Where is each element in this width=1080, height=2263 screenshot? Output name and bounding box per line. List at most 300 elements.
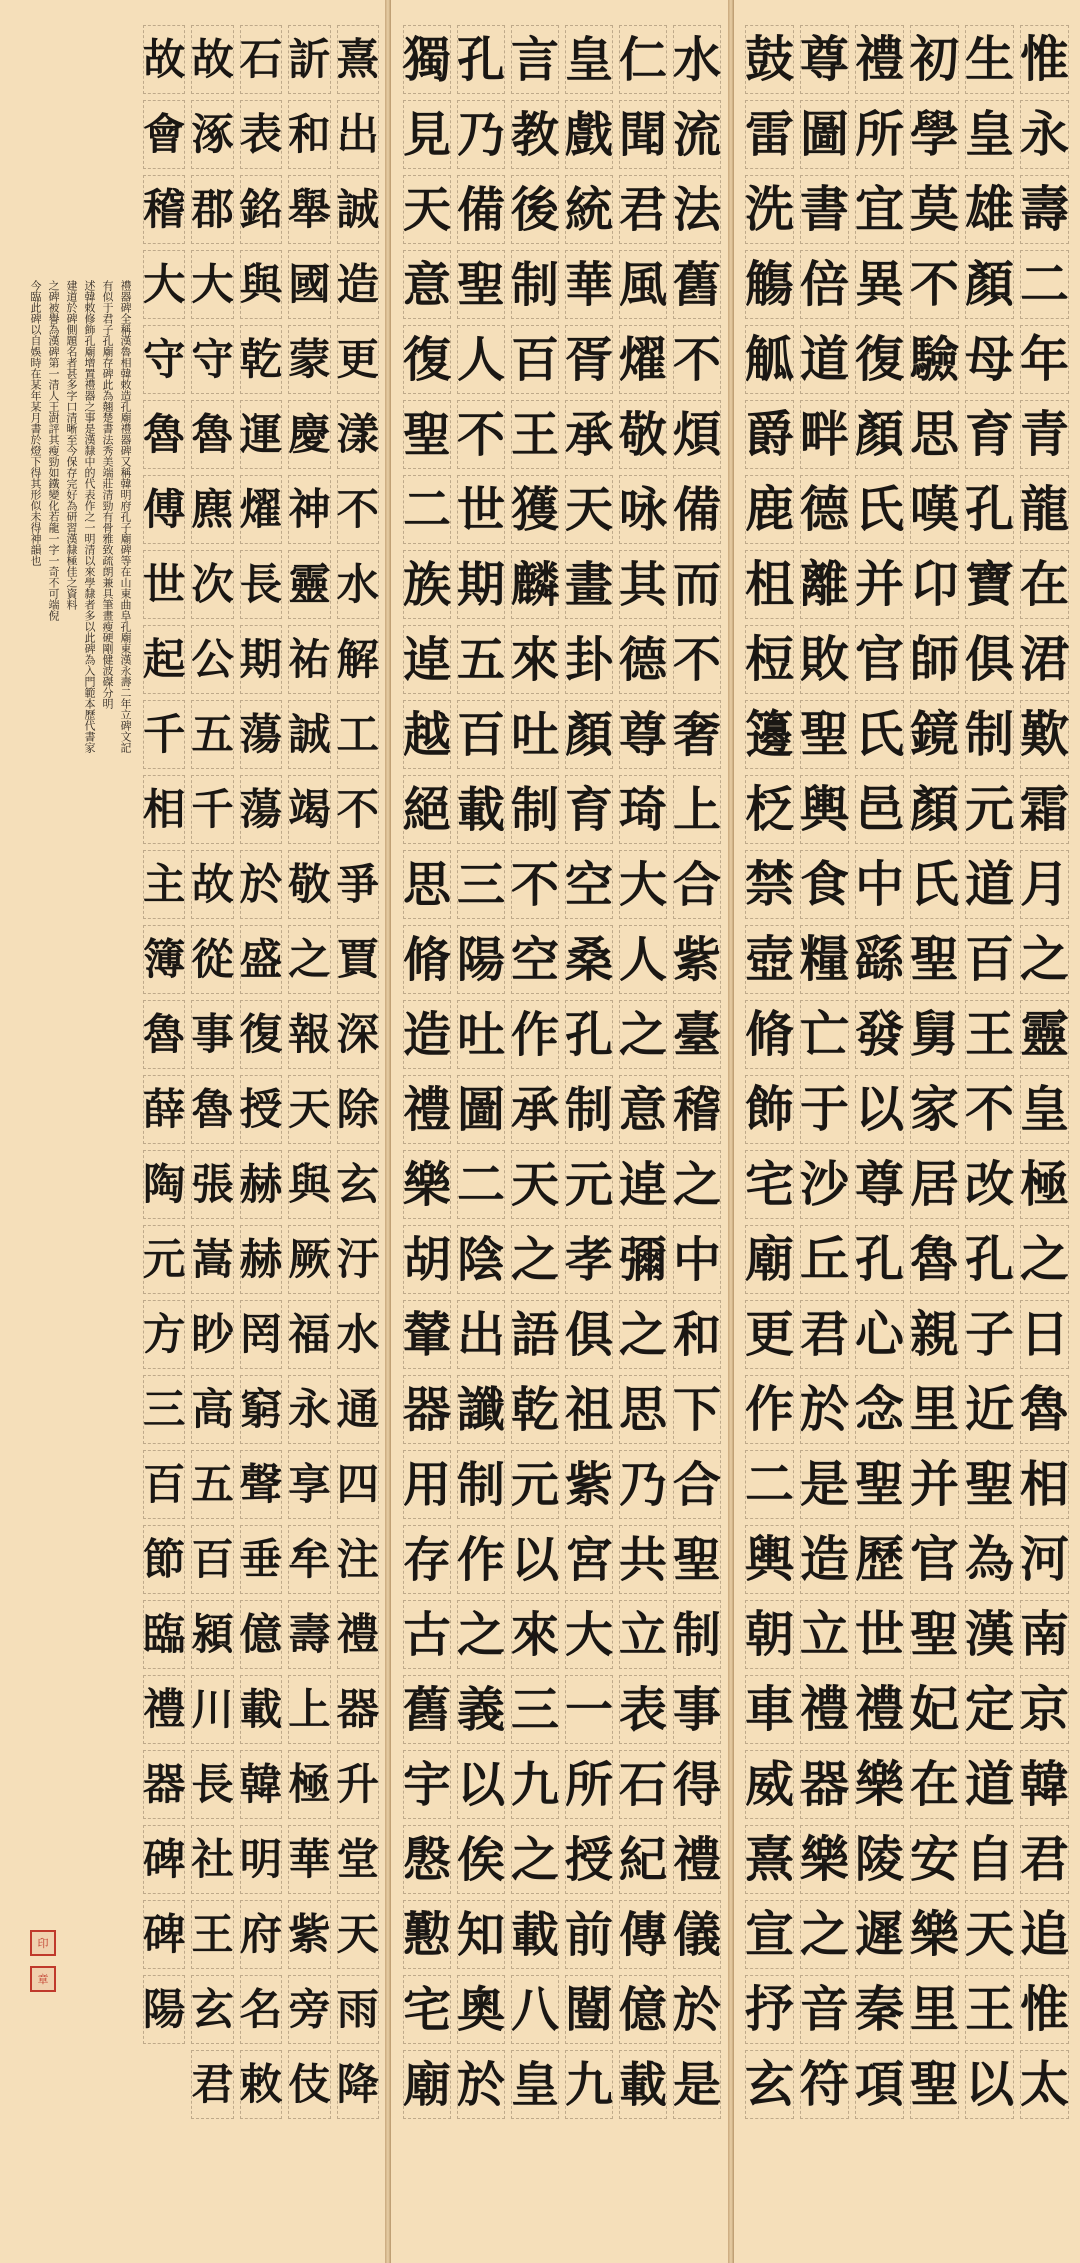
character-cell: 生 <box>962 22 1017 97</box>
character-cell: 離 <box>797 547 852 622</box>
character-cell: 授 <box>237 1072 285 1147</box>
character-cell: 來 <box>508 1597 562 1672</box>
character-cell: 改 <box>962 1147 1017 1222</box>
character-cell: 丘 <box>797 1222 852 1297</box>
character-cell: 造 <box>797 1522 852 1597</box>
character-cell: 母 <box>962 322 1017 397</box>
character-cell: 圖 <box>454 1072 508 1147</box>
character-cell: 陶 <box>140 1147 188 1222</box>
character-cell: 敗 <box>797 622 852 697</box>
character-cell: 工 <box>334 697 382 772</box>
colophon-line: 有似于君子孔廟存碑此為翹楚書法秀美端莊清勁有骨雅致疏朗兼具筆畫瘦硬剛健波磔分明 <box>101 280 114 709</box>
character-cell: 享 <box>285 1447 333 1522</box>
character-cell: 義 <box>454 1672 508 1747</box>
character-cell: 億 <box>237 1597 285 1672</box>
character-cell: 大 <box>188 247 236 322</box>
character-cell: 雷 <box>742 97 797 172</box>
character-cell: 臨 <box>140 1597 188 1672</box>
character-cell: 聖 <box>907 922 962 997</box>
character-cell: 高 <box>188 1372 236 1447</box>
character-cell: 車 <box>742 1672 797 1747</box>
character-cell: 胥 <box>562 322 616 397</box>
character-cell: 奧 <box>454 1972 508 2047</box>
character-cell: 天 <box>962 1897 1017 1972</box>
character-cell: 五 <box>188 1447 236 1522</box>
character-cell: 仁 <box>616 22 670 97</box>
character-cell: 制 <box>962 697 1017 772</box>
character-cell: 元 <box>562 1147 616 1222</box>
character-cell: 莫 <box>907 172 962 247</box>
character-cell: 合 <box>670 1447 724 1522</box>
character-cell: 顏 <box>852 397 907 472</box>
character-cell: 爵 <box>742 397 797 472</box>
character-cell: 郡 <box>188 172 236 247</box>
character-cell: 為 <box>962 1522 1017 1597</box>
character-cell: 合 <box>670 847 724 922</box>
character-cell: 故 <box>188 847 236 922</box>
character-cell: 南 <box>1017 1597 1072 1672</box>
colophon-line: 述韓敕修飾孔廟增置禮器之事是漢隸中的代表作之一明清以來學隸者多以此碑為入門範本歷代書家 <box>83 280 96 753</box>
character-cell: 王 <box>962 997 1017 1072</box>
character-cell: 意 <box>616 1072 670 1147</box>
character-cell: 年 <box>1017 322 1072 397</box>
character-cell: 復 <box>852 322 907 397</box>
character-cell: 三 <box>140 1372 188 1447</box>
character-cell: 思 <box>907 397 962 472</box>
character-cell: 舅 <box>907 997 962 1072</box>
character-cell: 億 <box>616 1972 670 2047</box>
character-cell: 作 <box>742 1372 797 1447</box>
character-cell: 器 <box>334 1672 382 1747</box>
character-cell: 自 <box>962 1822 1017 1897</box>
character-cell: 漢 <box>962 1597 1017 1672</box>
character-cell: 逴 <box>616 1147 670 1222</box>
character-cell: 之 <box>616 1297 670 1372</box>
character-cell: 空 <box>508 922 562 997</box>
character-cell: 王 <box>188 1897 236 1972</box>
character-cell: 家 <box>907 1072 962 1147</box>
character-cell: 於 <box>797 1372 852 1447</box>
character-cell: 宮 <box>562 1522 616 1597</box>
character-cell: 期 <box>237 622 285 697</box>
character-cell: 符 <box>797 2047 852 2122</box>
character-cell: 洗 <box>742 172 797 247</box>
character-cell: 壽 <box>285 1597 333 1672</box>
character-cell: 柤 <box>742 547 797 622</box>
character-cell: 書 <box>797 172 852 247</box>
character-cell: 獨 <box>400 22 454 97</box>
character-cell: 君 <box>797 1297 852 1372</box>
character-cell: 孔 <box>962 1222 1017 1297</box>
character-cell: 宜 <box>852 172 907 247</box>
character-cell: 壺 <box>742 922 797 997</box>
character-cell: 天 <box>400 172 454 247</box>
character-cell: 禮 <box>852 1672 907 1747</box>
character-cell: 念 <box>852 1372 907 1447</box>
character-cell: 官 <box>907 1522 962 1597</box>
character-cell: 不 <box>334 772 382 847</box>
character-cell: 麃 <box>188 472 236 547</box>
character-cell: 守 <box>188 322 236 397</box>
character-cell: 於 <box>670 1972 724 2047</box>
character-cell: 聖 <box>907 2047 962 2122</box>
character-cell: 下 <box>670 1372 724 1447</box>
character-cell: 造 <box>400 997 454 1072</box>
character-cell: 氏 <box>852 697 907 772</box>
character-cell: 出 <box>334 97 382 172</box>
character-cell: 稽 <box>140 172 188 247</box>
character-cell: 皇 <box>1017 1072 1072 1147</box>
character-cell: 天 <box>562 472 616 547</box>
character-cell: 梪 <box>742 622 797 697</box>
character-cell: 俱 <box>562 1297 616 1372</box>
character-cell: 威 <box>742 1747 797 1822</box>
character-cell: 所 <box>562 1747 616 1822</box>
character-cell: 宇 <box>400 1747 454 1822</box>
character-cell: 極 <box>1017 1147 1072 1222</box>
character-cell: 府 <box>237 1897 285 1972</box>
character-cell: 制 <box>508 247 562 322</box>
character-cell: 廟 <box>742 1222 797 1297</box>
character-cell: 出 <box>454 1297 508 1372</box>
character-cell: 於 <box>454 2047 508 2122</box>
character-cell: 舊 <box>670 247 724 322</box>
character-cell: 聖 <box>797 697 852 772</box>
character-cell: 從 <box>188 922 236 997</box>
character-cell: 顏 <box>907 772 962 847</box>
character-cell: 報 <box>285 997 333 1072</box>
character-cell: 語 <box>508 1297 562 1372</box>
character-cell: 聖 <box>400 397 454 472</box>
character-cell: 世 <box>454 472 508 547</box>
character-cell: 稽 <box>670 1072 724 1147</box>
character-cell: 深 <box>334 997 382 1072</box>
character-cell: 張 <box>188 1147 236 1222</box>
character-cell: 聲 <box>237 1447 285 1522</box>
character-cell: 天 <box>285 1072 333 1147</box>
character-cell: 載 <box>454 772 508 847</box>
character-cell: 用 <box>400 1447 454 1522</box>
character-cell: 育 <box>562 772 616 847</box>
character-cell: 德 <box>797 472 852 547</box>
character-cell: 統 <box>562 172 616 247</box>
character-cell: 麟 <box>508 547 562 622</box>
character-cell: 卬 <box>907 547 962 622</box>
character-cell: 旁 <box>285 1972 333 2047</box>
character-cell: 更 <box>334 322 382 397</box>
character-cell: 漾 <box>334 397 382 472</box>
character-cell: 世 <box>140 547 188 622</box>
character-cell: 敕 <box>237 2047 285 2122</box>
character-cell: 除 <box>334 1072 382 1147</box>
character-cell: 畫 <box>562 547 616 622</box>
character-cell: 越 <box>400 697 454 772</box>
character-cell: 在 <box>1017 547 1072 622</box>
character-cell: 禮 <box>334 1597 382 1672</box>
character-cell: 涿 <box>188 97 236 172</box>
character-cell: 儀 <box>670 1897 724 1972</box>
character-cell: 宅 <box>742 1147 797 1222</box>
character-cell: 祖 <box>562 1372 616 1447</box>
character-cell: 定 <box>962 1672 1017 1747</box>
character-cell: 傳 <box>616 1897 670 1972</box>
character-cell: 之 <box>797 1897 852 1972</box>
character-cell: 空 <box>562 847 616 922</box>
character-cell: 得 <box>670 1747 724 1822</box>
character-cell: 和 <box>670 1297 724 1372</box>
character-cell: 皇 <box>562 22 616 97</box>
character-cell: 咏 <box>616 472 670 547</box>
character-cell: 聖 <box>852 1447 907 1522</box>
character-cell: 君 <box>188 2047 236 2122</box>
character-cell: 復 <box>400 322 454 397</box>
character-cell: 之 <box>508 1222 562 1297</box>
character-cell: 河 <box>1017 1522 1072 1597</box>
character-cell: 汙 <box>334 1222 382 1297</box>
character-cell: 紫 <box>562 1447 616 1522</box>
character-cell: 聖 <box>907 1597 962 1672</box>
character-cell: 居 <box>907 1147 962 1222</box>
character-cell: 顏 <box>962 247 1017 322</box>
character-cell: 吐 <box>508 697 562 772</box>
character-cell: 脩 <box>742 997 797 1072</box>
character-cell: 不 <box>670 622 724 697</box>
character-cell: 以 <box>454 1747 508 1822</box>
character-cell: 思 <box>400 847 454 922</box>
character-cell: 窮 <box>237 1372 285 1447</box>
character-cell: 載 <box>508 1897 562 1972</box>
character-cell: 川 <box>188 1672 236 1747</box>
character-cell: 燿 <box>237 472 285 547</box>
character-cell: 相 <box>140 772 188 847</box>
character-cell: 言 <box>508 22 562 97</box>
character-cell: 竭 <box>285 772 333 847</box>
character-cell: 熹 <box>742 1822 797 1897</box>
seal-stamp-bottom: 章 <box>30 1966 56 1992</box>
character-cell: 雄 <box>962 172 1017 247</box>
character-cell: 奢 <box>670 697 724 772</box>
character-cell: 承 <box>508 1072 562 1147</box>
character-cell: 氏 <box>907 847 962 922</box>
character-cell: 乾 <box>508 1372 562 1447</box>
character-cell: 百 <box>140 1447 188 1522</box>
character-cell: 脩 <box>400 922 454 997</box>
character-cell: 禮 <box>140 1672 188 1747</box>
character-cell: 吐 <box>454 997 508 1072</box>
character-cell: 胡 <box>400 1222 454 1297</box>
character-cell: 雨 <box>334 1972 382 2047</box>
character-cell: 樂 <box>797 1822 852 1897</box>
character-cell: 懃 <box>400 1897 454 1972</box>
character-cell: 五 <box>454 622 508 697</box>
character-cell: 紫 <box>285 1897 333 1972</box>
character-cell: 絕 <box>400 772 454 847</box>
character-cell: 逴 <box>400 622 454 697</box>
character-cell: 鏡 <box>907 697 962 772</box>
character-cell: 玄 <box>334 1147 382 1222</box>
character-cell: 玄 <box>188 1972 236 2047</box>
character-cell: 世 <box>852 1597 907 1672</box>
character-cell: 上 <box>670 772 724 847</box>
character-cell: 之 <box>454 1597 508 1672</box>
character-cell: 厥 <box>285 1222 333 1297</box>
character-cell: 相 <box>1017 1447 1072 1522</box>
character-cell: 立 <box>797 1597 852 1672</box>
character-cell: 共 <box>616 1522 670 1597</box>
character-cell: 水 <box>334 547 382 622</box>
character-cell: 廟 <box>400 2047 454 2122</box>
character-cell: 圖 <box>797 97 852 172</box>
character-cell: 升 <box>334 1747 382 1822</box>
character-cell: 煩 <box>670 397 724 472</box>
character-cell: 八 <box>508 1972 562 2047</box>
character-cell: 誠 <box>285 697 333 772</box>
character-cell: 日 <box>1017 1297 1072 1372</box>
character-cell: 前 <box>562 1897 616 1972</box>
character-cell: 尊 <box>797 22 852 97</box>
character-cell: 異 <box>852 247 907 322</box>
character-cell: 垂 <box>237 1522 285 1597</box>
character-cell: 玄 <box>742 2047 797 2122</box>
character-cell: 不 <box>508 847 562 922</box>
character-cell: 涒 <box>1017 622 1072 697</box>
character-cell: 承 <box>562 397 616 472</box>
character-cell: 青 <box>1017 397 1072 472</box>
character-cell: 祐 <box>285 622 333 697</box>
character-cell: 鼓 <box>742 22 797 97</box>
character-cell: 眇 <box>188 1297 236 1372</box>
character-cell: 百 <box>508 322 562 397</box>
character-cell: 薛 <box>140 1072 188 1147</box>
character-cell: 歎 <box>1017 697 1072 772</box>
character-cell: 韓 <box>237 1747 285 1822</box>
character-cell: 上 <box>285 1672 333 1747</box>
character-cell: 聖 <box>670 1522 724 1597</box>
character-cell: 二 <box>454 1147 508 1222</box>
character-cell: 福 <box>285 1297 333 1372</box>
character-cell: 孔 <box>852 1222 907 1297</box>
character-cell: 輿 <box>742 1522 797 1597</box>
character-cell: 制 <box>670 1597 724 1672</box>
character-cell: 觚 <box>742 322 797 397</box>
character-cell: 元 <box>962 772 1017 847</box>
character-cell: 期 <box>454 547 508 622</box>
character-cell: 方 <box>140 1297 188 1372</box>
character-cell: 蕩 <box>237 772 285 847</box>
character-cell: 乾 <box>237 322 285 397</box>
character-cell: 太 <box>1017 2047 1072 2122</box>
character-cell: 以 <box>508 1522 562 1597</box>
character-cell: 守 <box>140 322 188 397</box>
character-cell: 制 <box>508 772 562 847</box>
character-cell: 明 <box>237 1822 285 1897</box>
character-cell: 社 <box>188 1822 236 1897</box>
character-cell: 碑 <box>140 1897 188 1972</box>
character-cell: 賈 <box>334 922 382 997</box>
character-cell: 飾 <box>742 1072 797 1147</box>
character-cell: 皇 <box>962 97 1017 172</box>
character-cell: 存 <box>400 1522 454 1597</box>
character-cell: 長 <box>188 1747 236 1822</box>
character-cell: 京 <box>1017 1672 1072 1747</box>
character-cell: 百 <box>962 922 1017 997</box>
character-cell: 紀 <box>616 1822 670 1897</box>
character-cell: 燿 <box>616 322 670 397</box>
character-cell: 畔 <box>797 397 852 472</box>
character-cell: 遲 <box>852 1897 907 1972</box>
character-cell: 聖 <box>454 247 508 322</box>
character-cell: 訢 <box>285 22 333 97</box>
character-cell: 禮 <box>400 1072 454 1147</box>
character-cell: 魯 <box>188 397 236 472</box>
character-cell: 器 <box>797 1747 852 1822</box>
character-cell: 天 <box>508 1147 562 1222</box>
character-cell: 長 <box>237 547 285 622</box>
character-cell: 顏 <box>562 697 616 772</box>
character-cell: 并 <box>907 1447 962 1522</box>
character-cell: 中 <box>670 1222 724 1297</box>
character-cell: 韓 <box>1017 1747 1072 1822</box>
character-cell: 國 <box>285 247 333 322</box>
character-cell: 靈 <box>1017 997 1072 1072</box>
character-cell: 慶 <box>285 397 333 472</box>
character-cell: 秦 <box>852 1972 907 2047</box>
character-cell: 復 <box>237 997 285 1072</box>
character-cell: 誠 <box>334 172 382 247</box>
character-cell: 赫 <box>237 1222 285 1297</box>
character-cell: 與 <box>237 247 285 322</box>
character-cell: 熹 <box>334 22 382 97</box>
character-cell: 讖 <box>454 1372 508 1447</box>
character-cell: 心 <box>852 1297 907 1372</box>
character-cell: 神 <box>285 472 333 547</box>
character-cell: 通 <box>334 1372 382 1447</box>
character-cell: 千 <box>188 772 236 847</box>
character-cell: 不 <box>962 1072 1017 1147</box>
character-cell: 舊 <box>400 1672 454 1747</box>
colophon-line: 之碑被譽為漢碑第一清人王澍評其瘦勁如鐵變化若龍一字一奇不可端倪 <box>47 280 60 621</box>
character-cell: 初 <box>907 22 962 97</box>
character-cell: 以 <box>962 2047 1017 2122</box>
character-cell: 音 <box>797 1972 852 2047</box>
character-cell: 名 <box>237 1972 285 2047</box>
character-cell: 水 <box>670 22 724 97</box>
character-cell: 師 <box>907 622 962 697</box>
character-cell: 一 <box>562 1672 616 1747</box>
character-cell: 華 <box>285 1822 333 1897</box>
character-cell: 子 <box>962 1297 1017 1372</box>
character-cell: 會 <box>140 97 188 172</box>
character-cell: 尊 <box>852 1147 907 1222</box>
colophon-line: 今臨此碑以自娛時在某年某月書於燈下得其形似未得神韻也 <box>29 280 42 566</box>
character-cell: 桑 <box>562 922 616 997</box>
character-cell: 里 <box>907 1972 962 2047</box>
character-cell: 華 <box>562 247 616 322</box>
character-cell: 表 <box>237 97 285 172</box>
character-cell: 百 <box>454 697 508 772</box>
character-cell: 罔 <box>237 1297 285 1372</box>
character-cell: 千 <box>140 697 188 772</box>
character-cell: 器 <box>140 1747 188 1822</box>
character-cell: 在 <box>907 1747 962 1822</box>
character-cell: 尊 <box>616 697 670 772</box>
character-cell: 戲 <box>562 97 616 172</box>
character-cell: 九 <box>562 2047 616 2122</box>
character-cell: 教 <box>508 97 562 172</box>
character-cell: 嵩 <box>188 1222 236 1297</box>
character-cell: 與 <box>285 1147 333 1222</box>
character-cell: 授 <box>562 1822 616 1897</box>
